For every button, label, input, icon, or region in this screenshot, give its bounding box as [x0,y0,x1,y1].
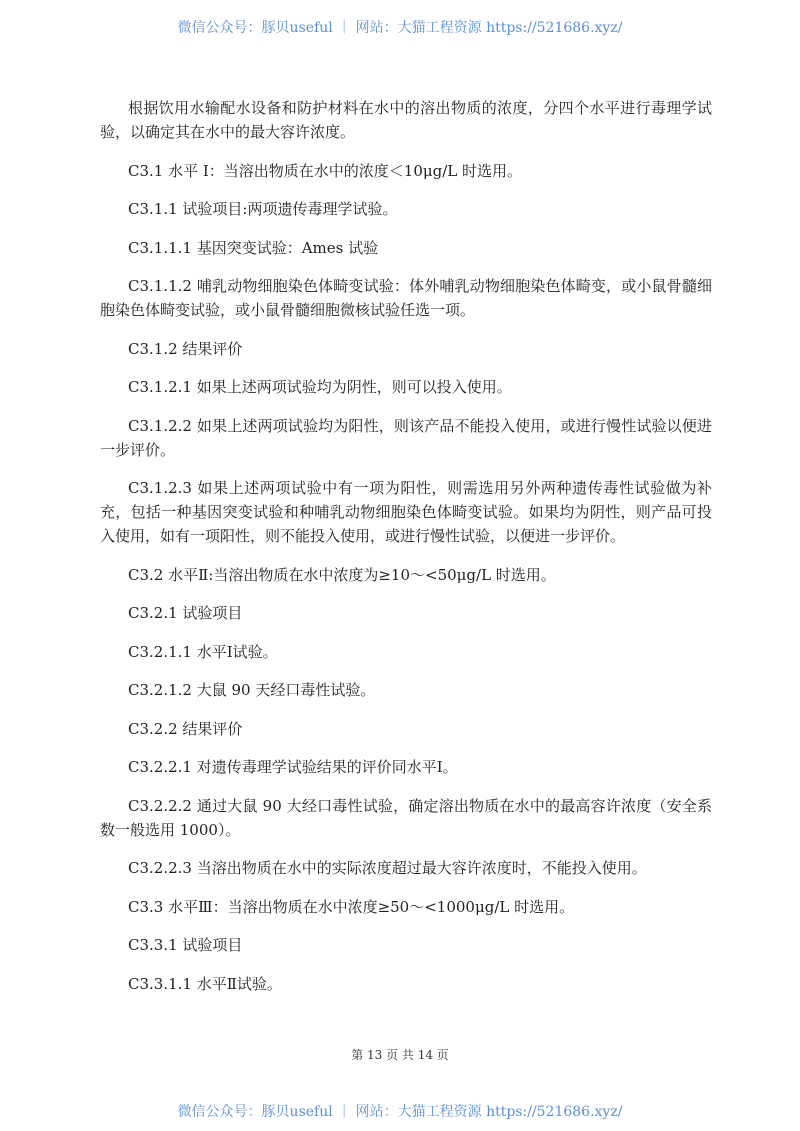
header-watermark: 微信公众号：豚贝useful ｜ 网站：大猫工程资源 https://521686.xyz/ [177,20,623,36]
paragraph: C3.2 水平Ⅱ:当溶出物质在水中浓度为≥10～<50μg/L 时选用。 [128,565,556,584]
paragraph: C3.1.2.2 如果上述两项试验均为阳性，则该产品不能投入使用，或进行慢性试验以便进一步评价。 [100,416,712,459]
paragraph: C3.1.1.2 哺乳动物细胞染色体畸变试验：体外哺乳动物细胞染色体畸变，或小鼠骨髓细胞染色体畸变试验，或小鼠骨髓细胞微核试验任选一项。 [100,277,712,319]
paragraph: C3.1.2.3 如果上述两项试验中有一项为阳性，则需选用另外两种遗传毒性试验做为补充，包括一种基因突变试验和种哺乳动物细胞染色体畸变试验。如果均为阴性，则产品可投入使用，如有一项阳性，则不能投入使用，或进行慢性试验，以便进一步评价。 [100,479,712,545]
paragraph: C3.1.1 试验项目:两项遗传毒理学试验。 [128,200,398,218]
page-number: 第 13 页 共 14 页 [351,1048,449,1062]
paragraph: C3.2.1.1 水平Ⅰ试验。 [128,642,278,661]
paragraph: C3.3.1.1 水平Ⅱ试验。 [128,974,282,993]
paragraph: C3.3 水平Ⅲ：当溶出物质在水中浓度≥50～<1000μg/L 时选用。 [128,897,575,916]
paragraph: C3.1.2 结果评价 [128,339,243,358]
paragraph: C3.2.2.1 对遗传毒理学试验结果的评价同水平Ⅰ。 [128,758,458,776]
paragraph: C3.1 水平 I：当溶出物质在水中的浓度＜10μg/L 时选用。 [128,161,523,180]
paragraph: C3.2.1.2 大鼠 90 天经口毒性试验。 [128,681,376,699]
paragraph: C3.2.2.2 通过大鼠 90 大经口毒性试验，确定溶出物质在水中的最高容许浓度（安全系数一般选用 1000）。 [100,796,712,839]
paragraph: C3.1.1.1 基因突变试验：Ames 试验 [128,238,379,257]
footer-watermark: 微信公众号：豚贝useful ｜ 网站：大猫工程资源 https://521686.xyz/ [177,1104,623,1120]
paragraph: C3.2.2 结果评价 [128,719,243,738]
paragraph: 根据饮用水输配水设备和防护材料在水中的溶出物质的浓度，分四个水平进行毒理学试验，以确定其在水中的最大容许浓度。 [100,99,712,141]
paragraph: C3.2.1 试验项目 [128,604,243,622]
paragraph: C3.3.1 试验项目 [128,936,243,954]
paragraph: C3.1.2.1 如果上述两项试验均为阴性，则可以投入使用。 [128,378,512,396]
paragraph: C3.2.2.3 当溶出物质在水中的实际浓度超过最大容许浓度时，不能投入使用。 [128,859,647,877]
document-body [100,96,712,1010]
